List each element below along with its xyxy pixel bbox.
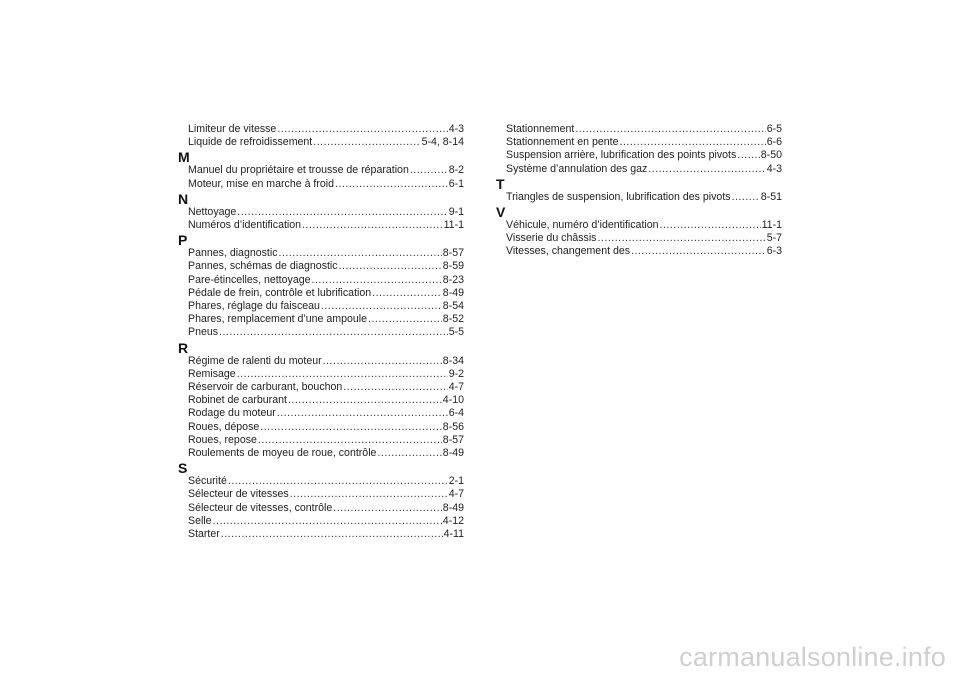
index-entry: Triangles de suspension, lubrification des pivots ..... 8-51 (496, 191, 782, 204)
index-entry: Système d’annulation des gaz ..... 4-3 (496, 163, 782, 176)
index-entry: Stationnement en pente ..... 6-6 (496, 136, 782, 149)
watermark-text: carmanualsonline.info (679, 642, 946, 672)
index-entry: Sélecteur de vitesses, contrôle ..... 8-49 (178, 502, 464, 515)
index-entry: Pneus ..... 5-5 (178, 326, 464, 339)
index-entry: Remisage ..... 9-2 (178, 368, 464, 381)
index-entry: Pédale de frein, contrôle et lubrification ..... 8-49 (178, 287, 464, 300)
index-entry: Pare-étincelles, nettoyage ..... 8-23 (178, 274, 464, 287)
index-entry: Manuel du propriétaire et trousse de réparation ..... 8-2 (178, 164, 464, 177)
index-entry: Stationnement ..... 6-5 (496, 123, 782, 136)
index-entry: Robinet de carburant ..... 4-10 (178, 394, 464, 407)
index-entry: Sélecteur de vitesses ..... 4-7 (178, 488, 464, 501)
index-entry: Vitesses, changement des ..... 6-3 (496, 245, 782, 258)
index-entry: Phares, remplacement d’une ampoule ..... 8-52 (178, 313, 464, 326)
index-entry: Moteur, mise en marche à froid ..... 6-1 (178, 178, 464, 191)
index-entry: Phares, réglage du faisceau ..... 8-54 (178, 300, 464, 313)
index-entry: Sécurité ..... 2-1 (178, 475, 464, 488)
index-entry: Limiteur de vitesse ..... 4-3 (178, 123, 464, 136)
index-entry: Roues, repose ..... 8-57 (178, 434, 464, 447)
index-entry: Pannes, schémas de diagnostic ..... 8-59 (178, 260, 464, 273)
index-entry: Selle ..... 4-12 (178, 515, 464, 528)
index-entry: Rodage du moteur ..... 6-4 (178, 407, 464, 420)
index-entry: Visserie du châssis ..... 5-7 (496, 232, 782, 245)
index-letter-heading: P (178, 232, 188, 249)
index-entry: Roulements de moyeu de roue, contrôle ..... 8-49 (178, 447, 464, 460)
index-entry: Nettoyage ..... 9-1 (178, 206, 464, 219)
index-letter-heading: V (496, 204, 506, 221)
index-letter-heading: R (178, 339, 189, 356)
index-letter-heading: M (178, 149, 190, 166)
index-entry: Régime de ralenti du moteur ..... 8-34 (178, 355, 464, 368)
index-entry: Starter ..... 4-11 (178, 528, 464, 541)
index-entry: Véhicule, numéro d’identification ..... 11-1 (496, 219, 782, 232)
index-letter-heading: N (178, 190, 189, 207)
index-entry: Réservoir de carburant, bouchon ..... 4-7 (178, 381, 464, 394)
index-entry: Pannes, diagnostic ..... 8-57 (178, 247, 464, 260)
index-column-left (178, 123, 464, 541)
index-column-right (496, 123, 782, 259)
index-entry: Suspension arrière, lubrification des points pivots ..... 8-50 (496, 149, 782, 162)
index-letter-heading: T (496, 175, 505, 192)
index-entry: Liquide de refroidissement ..... 5-4, 8-14 (178, 136, 464, 149)
index-letter-heading: S (178, 460, 188, 477)
index-entry: Roues, dépose ..... 8-56 (178, 421, 464, 434)
index-entry: Numéros d’identification ..... 11-1 (178, 219, 464, 232)
